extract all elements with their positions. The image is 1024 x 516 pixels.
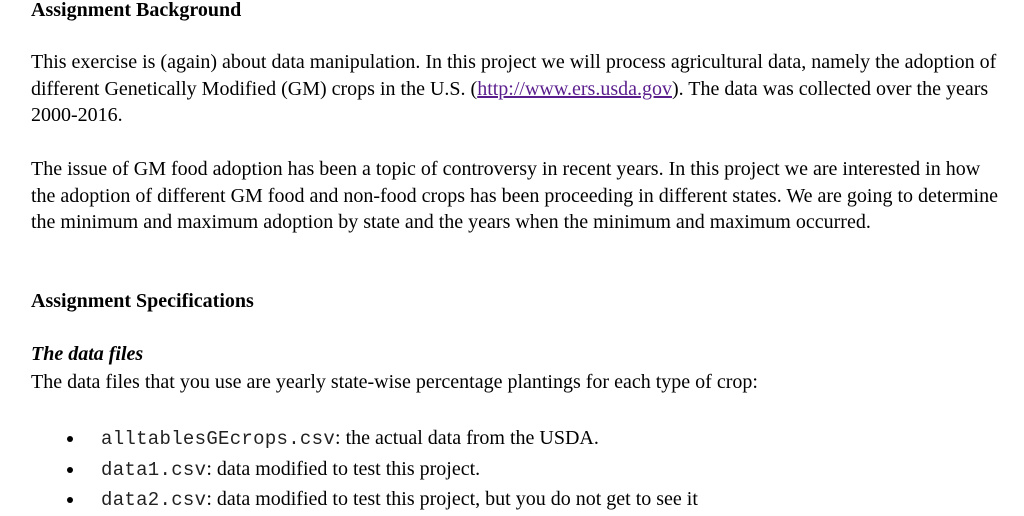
assignment-specifications-heading: Assignment Specifications [31,290,254,312]
file-description: : data modified to test this project, but you do not get to see it [206,488,698,510]
file-description: : the actual data from the USDA. [335,427,599,449]
list-item [67,454,698,485]
file-description: : data modified to test this project. [206,457,481,480]
list-item [67,484,698,515]
list-item [67,423,698,454]
bullet-icon [67,467,73,473]
file-name: data1.csv [101,458,207,481]
data-files-list [67,423,698,515]
data-files-heading: The data files [31,343,144,365]
intro-text-before-link: This exercise is (again) about data manipulation. In this project we will process agricultural data, namely the adoption of different Genetically Modified (GM) crops in the U.S. ( [31,51,997,100]
file-name: data2.csv [101,489,207,511]
bullet-icon [67,497,73,503]
intro-text-after-link: ). The data was collected over the years 2000-2016. [31,77,989,126]
bullet-icon [67,436,73,442]
data-files-intro: The data files that you use are yearly state-wise percentage plantings for each type of crop: [31,371,758,393]
usda-link[interactable]: http://www.ers.usda.gov [477,77,672,100]
file-name: alltablesGEcrops.csv [101,428,336,450]
issue-paragraph: The issue of GM food adoption has been a topic of controversy in recent years. In this project we are interested in how the adoption of different GM food and non-food crops has been proceeding in different states. We are going to determine the minimum and maximum adoption by state and the years when the minimum and maximum occurred. [31,158,998,233]
assignment-background-heading: Assignment Background [31,0,242,21]
intro-paragraph [31,49,1001,129]
